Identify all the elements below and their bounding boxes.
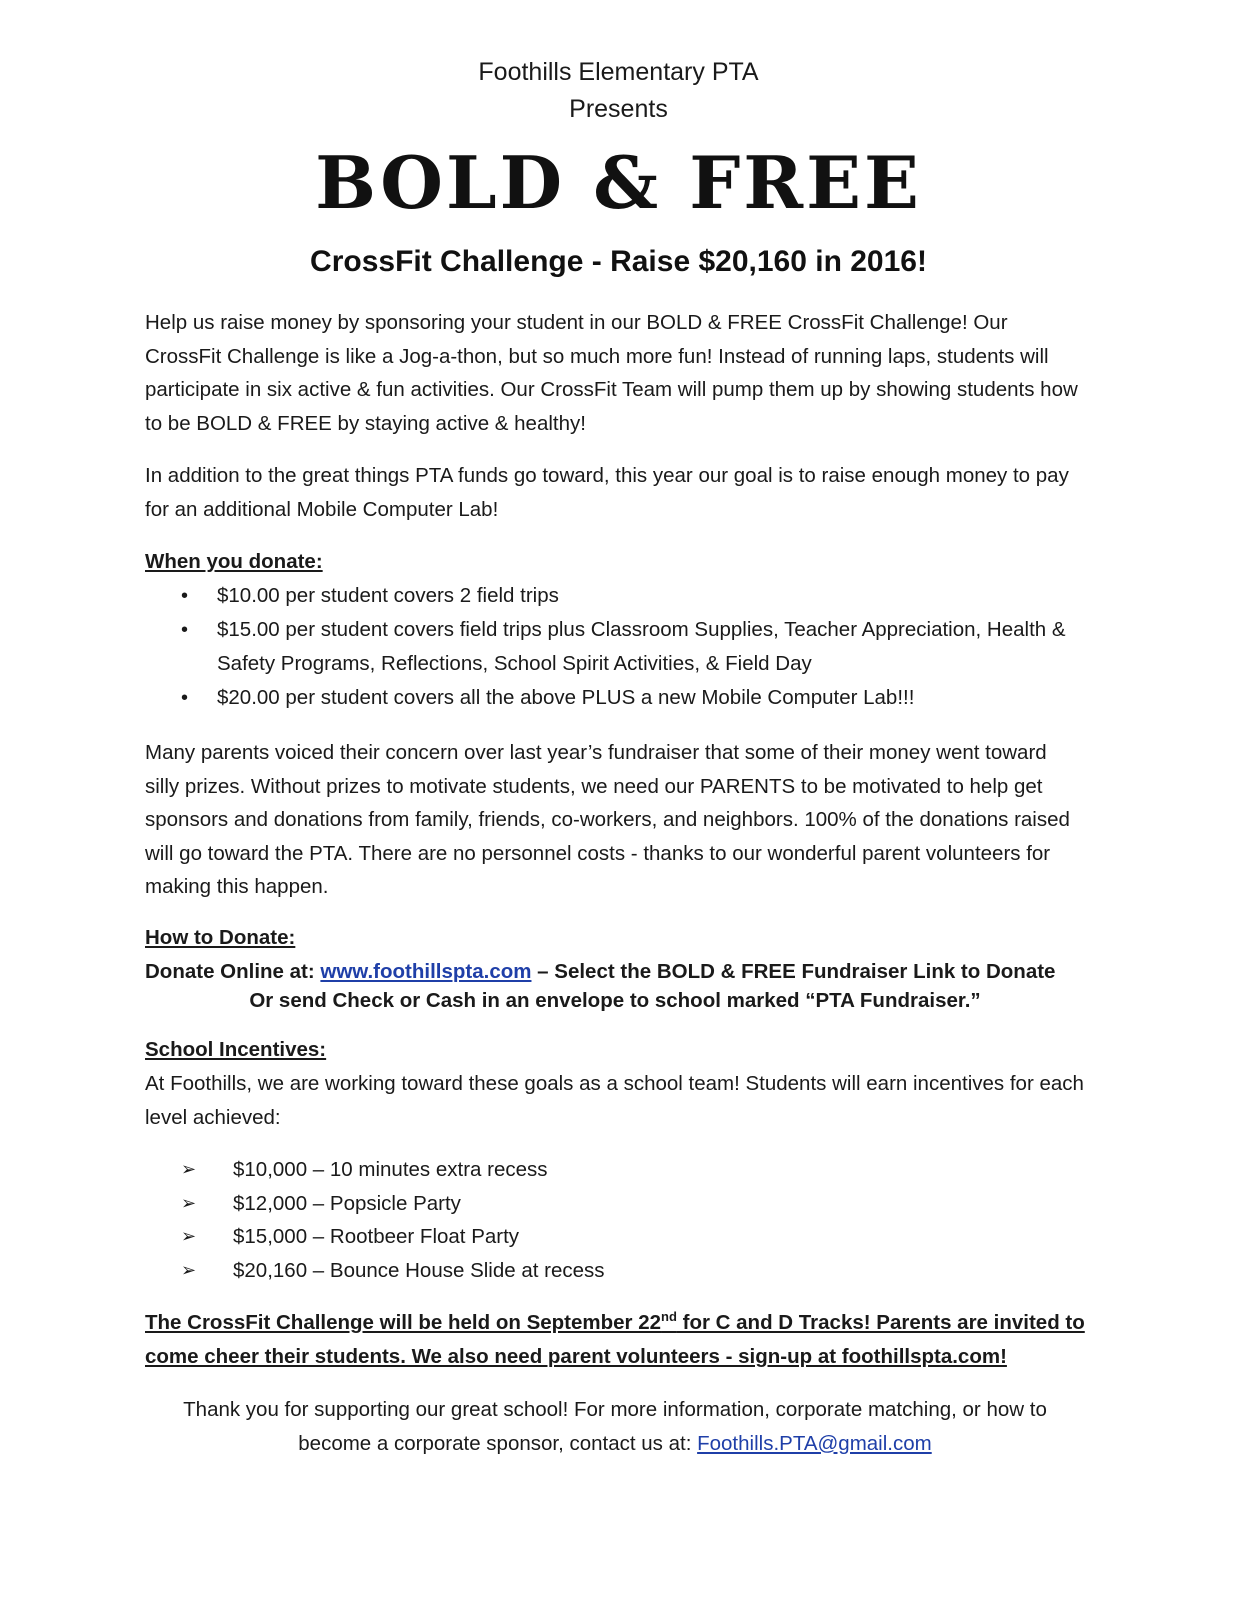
incentives-list xyxy=(145,1153,1085,1287)
arrow-bullet-icon: ➢ xyxy=(181,1226,197,1246)
how-to-donate-heading: How to Donate: xyxy=(145,926,296,949)
contact-email-link[interactable]: Foothills.PTA@gmail.com xyxy=(697,1431,932,1455)
list-item: ➢ $10,000 – 10 minutes extra recess xyxy=(145,1153,1085,1187)
arrow-bullet-icon: ➢ xyxy=(181,1259,197,1280)
donate-instructions xyxy=(145,957,1085,1015)
donate-tiers-list xyxy=(145,579,1085,715)
event-announcement: The CrossFit Challenge will be held on September 22nd for C and D Tracks! Parents are invited to come cheer their students. We also need parent volunteers - sign-up at foothillspta.com! xyxy=(145,1309,1085,1368)
event-subtitle: CrossFit Challenge - Raise $20,160 in 2016! xyxy=(310,245,927,278)
presents-label: Presents xyxy=(569,95,668,123)
arrow-bullet-icon: ➢ xyxy=(181,1159,197,1179)
list-item: ➢ $15,000 – Rootbeer Float Party xyxy=(145,1220,1085,1254)
incentives-heading: School Incentives: xyxy=(145,1038,327,1061)
intro-paragraph: Help us raise money by sponsoring your student in our BOLD & FREE CrossFit Challenge! Our CrossFit Challenge is like a Jog-a-thon, but so much more fun! Instead of running laps, students will participate in six active & fun activities. Our CrossFit Team will pump them up by showing students how to be BOLD & FREE by staying active & healthy! xyxy=(145,311,1078,435)
donate-tiers-heading: When you donate: xyxy=(145,550,323,573)
arrow-bullet-icon: ➢ xyxy=(181,1192,197,1213)
list-item: • $10.00 per student covers 2 field trips xyxy=(145,579,1085,613)
donate-website-link[interactable]: www.foothillspta.com xyxy=(320,960,532,983)
incentives-intro: At Foothills, we are working toward these goals as a school team! Students will earn incentives for each level achieved: xyxy=(145,1072,1084,1129)
concern-paragraph: Many parents voiced their concern over last year’s fundraiser that some of their money went toward silly prizes. Without prizes to motivate students, we need our PARENTS to be motivated to help get sponsors and donations from family, friends, co-workers, and neighbors. 100% of the donations raised will go toward the PTA. There are no personnel costs - thanks to our wonderful parent volunteers for making this happen. xyxy=(145,741,1070,898)
bullet-icon: • xyxy=(181,619,189,641)
donate-online-line: Donate Online at: www.foothillspta.com – Select the BOLD & FREE Fundraiser Link to Donate xyxy=(145,960,1056,983)
bullet-icon: • xyxy=(181,585,189,607)
footer-contact: Thank you for supporting our great school! For more information, corporate matching, or how to become a corporate sponsor, contact us at: Foothills.PTA@gmail.com xyxy=(183,1398,1047,1455)
org-name: Foothills Elementary PTA xyxy=(478,58,759,86)
list-item: • $15.00 per student covers field trips plus Classroom Supplies, Teacher Appreciation, Health & Safety Programs, Reflections, School Spirit Activities, & Field Day xyxy=(145,613,1085,681)
event-title: BOLD & FREE xyxy=(315,140,922,225)
list-item: ➢ $12,000 – Popsicle Party xyxy=(145,1187,1085,1221)
list-item: ➢ $20,160 – Bounce House Slide at recess xyxy=(145,1254,1085,1288)
donate-offline-line: Or send Check or Cash in an envelope to school marked “PTA Fundraiser.” xyxy=(249,989,981,1012)
bullet-icon: • xyxy=(181,687,189,709)
goal-paragraph: In addition to the great things PTA funds go toward, this year our goal is to raise enough money to pay for an additional Mobile Computer Lab! xyxy=(145,464,1069,521)
list-item: • $20.00 per student covers all the above PLUS a new Mobile Computer Lab!!! xyxy=(145,681,1085,715)
